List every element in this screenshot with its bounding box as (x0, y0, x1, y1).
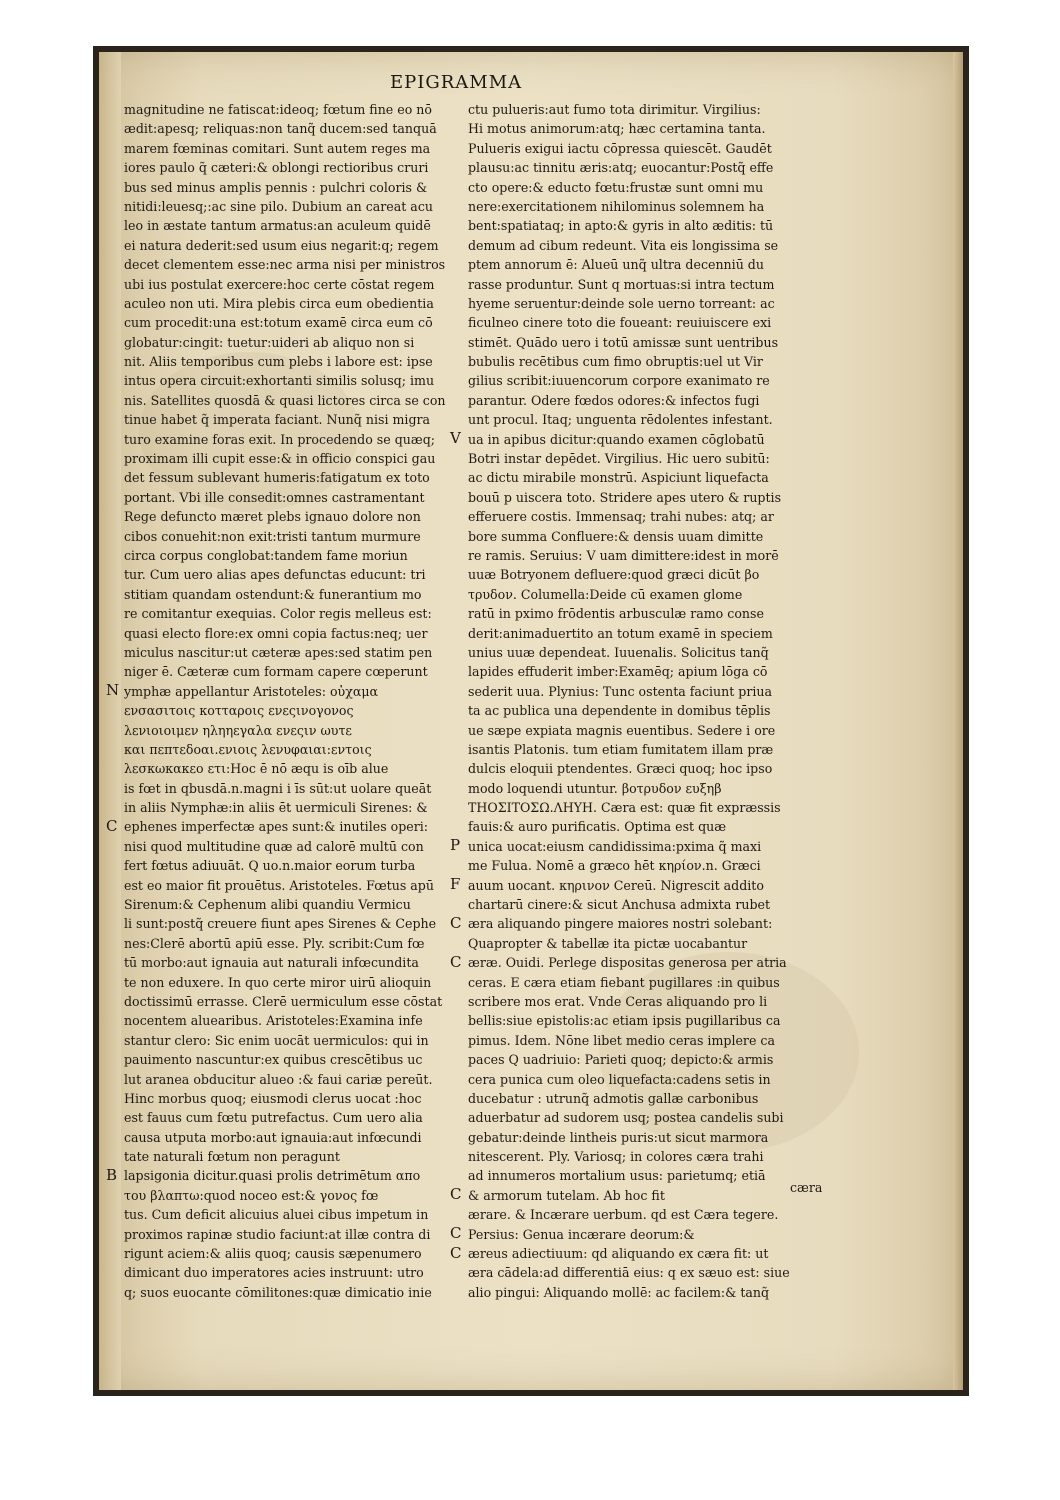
text-line: æra aliquando pingere maiores nostri solebant: (468, 916, 773, 932)
text-line: Hi motus animorum:atq; hæc certamina tanta. (468, 121, 766, 137)
margin-initial-letter: C (450, 1243, 462, 1262)
text-line: circa corpus conglobat:tandem fame moriun (124, 547, 408, 563)
text-line: tate naturali fœtum non peragunt (124, 1149, 340, 1165)
text-line: niger ē. Cæteræ cum formam capere cœperunt (124, 664, 428, 680)
text-line: nocentem aluearibus. Aristoteles:Examina infe (124, 1013, 423, 1029)
text-line: demum ad cibum redeunt. Vita eis longissima se (468, 237, 779, 253)
text-line: sederit uua. Plynius: Tunc ostenta faciunt priua (468, 683, 773, 699)
text-line: re comitantur exequias. Color regis melleus est: (124, 606, 432, 622)
text-line: bore summa Confluere:& densis uuam dimitte (468, 528, 764, 544)
text-line: ubi ius postulat exercere:hoc certe cōstat regem (124, 276, 435, 292)
text-line: aduerbatur ad sudorem usq; postea candelis subi (468, 1110, 784, 1126)
text-line: portant. Vbi ille consedit:omnes castramentant (124, 489, 425, 505)
text-line: cibos conuehit:non exit:tristi tantum murmure (124, 528, 421, 544)
text-line: dimicant duo imperatores acies instruunt: utro (124, 1265, 424, 1281)
text-line: bubulis recētibus cum fimo obruptis:uel ut Vir (468, 354, 763, 370)
text-line: ac dictu mirabile monstrū. Aspiciunt liquefacta (468, 470, 769, 486)
text-line: ua in apibus dicitur:quando examen cōglobatū (468, 431, 765, 447)
text-line: ad innumeros mortalium usus: parietumq; etiā (468, 1168, 766, 1184)
text-line: te non eduxere. In quo certe miror uirū alioquin (124, 974, 432, 990)
text-line: intus opera circuit:exhortanti similis solusq; imu (124, 373, 435, 389)
margin-initial-letter: C (450, 952, 462, 971)
text-line: ta ac publica una dependente in domibus tēplis (468, 703, 771, 719)
text-line: unius uuæ dependeat. Iuuenalis. Solicitus tanq̃ (468, 644, 769, 660)
text-line: re ramis. Seruius: V uam dimittere:idest in morē (468, 547, 779, 563)
text-line: ceras. E cæra etiam fiebant pugillares :in quibus (468, 974, 780, 990)
text-line: ue sæpe expiata magnis euentibus. Sedere i ore (468, 722, 776, 738)
text-line: me Fulua. Nomē a græco hēt κηρίον.n. Græci (468, 858, 761, 874)
margin-initial-letter: B (106, 1166, 118, 1184)
text-line: auum uocant. κηρινον Cereū. Nigrescit addito (468, 877, 764, 893)
text-line: causa utputa morbo:aut ignauia:aut infœcundi (124, 1129, 422, 1145)
left-text-column (124, 100, 454, 1302)
text-line: paces Q uadriuio: Parieti quoq; depicto:& armis (468, 1052, 774, 1068)
text-line: proximam illi cupit esse:& in officio conspici gau (124, 451, 436, 467)
text-line: æræ. Ouidi. Perlege dispositas generosa per atria (468, 955, 787, 971)
catchword: cæra (790, 1180, 823, 1195)
text-line: ærare. & Incærare uerbum. qd est Cæra tegere. (468, 1207, 779, 1223)
text-line: nit. Aliis temporibus cum plebs i labore est: ipse (124, 354, 433, 370)
text-line: decet clementem esse:nec arma nisi per ministros (124, 257, 446, 273)
text-line: miculus nascitur:ut cæteræ apes:sed statim pen (124, 644, 433, 660)
text-line: nisi quod multitudine quæ ad calorē multū con (124, 838, 424, 854)
text-line: gebatur:deinde lintheis puris:ut sicut marmora (468, 1129, 769, 1145)
text-line: fert fœtus adiuuāt. Q uo.n.maior eorum turba (124, 858, 416, 874)
margin-initial-letter: C (450, 1185, 462, 1204)
text-line: ducebatur : utrunq̃ admotis gallæ carbonibus (468, 1090, 759, 1106)
text-line: stimēt. Quādo uero i totū amissæ sunt uentribus (468, 334, 779, 350)
text-line: nis. Satellites quosdā & quasi lictores circa se con (124, 392, 446, 408)
text-line: quasi electo flore:ex omni copia factus:neq; uer (124, 625, 428, 641)
text-line: modo loquendi utuntur. βοτρυδον ευξηβ (468, 780, 722, 796)
text-line: gilius scribit:iuuencorum corpore exanimato re (468, 373, 770, 389)
text-line: æreus adiectiuum: qd aliquando ex cæra fit: ut (468, 1246, 769, 1262)
text-line: lapides effuderit imber:Examēq; apium lōga cō (468, 664, 768, 680)
text-line: in aliis Nymphæ:in aliis ēt uermiculi Sirenes: & (124, 800, 428, 816)
text-line: lapsigonia dicitur.quasi prolis detrimētum απο (124, 1168, 421, 1184)
text-line: magnitudine ne fatiscat:ideoq; fœtum fine eo nō (124, 102, 432, 117)
text-line: ædit:apesq; reliquas:non tanq̃ ducem:sed tanquā (124, 121, 437, 137)
text-line: ptem annorum ē: Alueū unq̃ ultra decenniū du (468, 257, 764, 273)
text-line: unt procul. Itaq; unguenta rēdolentes infestant. (468, 412, 773, 428)
text-line: efferuere costis. Immensaq; trahi nubes: atq; ar (468, 509, 774, 525)
text-line: rigunt aciem:& aliis quoq; causis sæpenumero (124, 1246, 422, 1262)
text-line: Pulueris exigui iactu cōpressa quiescēt. Gaudēt (468, 140, 772, 156)
text-line: q; suos euocante cōmilitones:quæ dimicatio inie (124, 1284, 432, 1300)
text-line: det fessum sublevant humeris:fatigatum ex toto (124, 470, 430, 486)
text-line: nes:Clerē abortū apiū esse. Ply. scribit:Cum fœ (124, 935, 425, 951)
text-line: parantur. Odere fœdos odores:& infectos fugi (468, 392, 760, 408)
text-line: isantis Platonis. tum etiam fumitatem illam præ (468, 741, 774, 757)
text-line: λεσκωκακεο ετι:Hoc ē nō æqu is oīb alue (124, 761, 389, 777)
text-line: stitiam quandam ostendunt:& funerantium mo (124, 586, 422, 602)
text-line: ficulneo cinere toto die foueant: reuiuiscere exi (468, 315, 772, 331)
text-line: Sirenum:& Cephenum alibi quandiu Vermicu (124, 897, 411, 913)
margin-initial-letter: N (106, 681, 120, 699)
text-line: ephenes imperfectæ apes sunt:& inutiles operi: (124, 819, 429, 835)
text-line: nere:exercitationem nihilominus solemnem ha (468, 198, 765, 214)
text-line: τρυδον. Columella:Deide cū examen glome (468, 586, 743, 602)
text-line: bellis:siue epistolis:ac etiam ipsis pugillaribus ca (468, 1013, 781, 1029)
text-line: bent:spatiataq; in apto:& gyris in alto æditis: tū (468, 218, 774, 234)
page-edge (953, 52, 963, 1390)
text-line: και πεπτεδοαι.ενιοις λενυφαιαι:εντοις (124, 741, 372, 757)
margin-initial-letter: C (450, 1224, 462, 1243)
text-line: του βλαπτω:quod noceo est:& γονος fœ (124, 1187, 379, 1203)
text-line: pimus. Idem. Nōne libet medio ceras implere ca (468, 1032, 775, 1048)
text-line: ei natura dederit:sed usum eius negarit:q; regem (124, 237, 439, 253)
text-line: is fœt in qbusdā.n.magni i īs sūt:ut uolare queāt (124, 780, 432, 796)
text-line: turo examine foras exit. In procedendo se quæq; (124, 431, 436, 447)
text-line: bouū p uiscera toto. Stridere apes utero & ruptis (468, 489, 782, 505)
text-line: λενιοιοιμεν ηληηεγαλα ενεςιν ωυτε (124, 722, 352, 738)
text-line: leo in æstate tantum armatus:an aculeum quidē (124, 218, 431, 234)
text-line: nitidi:leuesq;:ac sine pilo. Dubium an careat acu (124, 198, 433, 214)
margin-initial-letter: F (450, 875, 461, 893)
text-line: tinue habet q̃ imperata faciant. Nunq̃ nisi migra (124, 412, 431, 428)
text-line: æra cādela:ad differentiā eius: q ex sæuo est: siue (468, 1265, 790, 1281)
margin-initial-letter: P (450, 836, 461, 855)
text-line: proximos rapinæ studio faciunt:at illæ contra di (124, 1226, 431, 1242)
text-line: cera punica cum oleo liquefacta:cadens setis in (468, 1071, 771, 1087)
text-line: aculeo non uti. Mira plebis circa eum obedientia (124, 295, 434, 311)
text-line: Hinc morbus quoq; eiusmodi clerus uocat :hoc (124, 1090, 422, 1106)
text-line: cto opere:& educto fœtu:frustæ sunt omni mu (468, 179, 764, 195)
text-line: uuæ Botryonem defluere:quod græci dicūt βο (468, 567, 760, 583)
text-line: rasse produntur. Sunt q mortuas:si intra tectum (468, 276, 775, 292)
text-line: iores paulo q̃ cæteri:& oblongi rectioribus cruri (124, 160, 429, 176)
text-line: unica uocat:eiusm candidissima:pxima q̃ maxi (468, 838, 762, 854)
text-line: lut aranea obducitur alueo :& faui cariæ pereūt. (124, 1071, 433, 1087)
text-line: tū morbo:aut ignauia aut naturali infœcundita (124, 955, 419, 971)
text-line: ymphæ appellantur Aristoteles: οὐχαμα (124, 683, 379, 699)
text-line: Quapropter & tabellæ ita pictæ uocabantur (468, 935, 748, 951)
text-line: li sunt:postq̃ creuere fiunt apes Sirenes & Cephe (124, 916, 437, 932)
text-line: est eo maior fit prouētus. Aristoteles. Fœtus apū (124, 877, 434, 893)
text-line: chartarū cinere:& sicut Anchusa admixta rubet (468, 897, 771, 913)
text-line: bus sed minus amplis pennis : pulchri coloris & (124, 179, 428, 195)
text-line: plausu:ac tinnitu æris:atq; euocantur:Postq̃ effe (468, 160, 774, 176)
text-line: & armorum tutelam. Ab hoc fit (468, 1187, 665, 1203)
text-line: tur. Cum uero alias apes defunctas educunt: tri (124, 567, 426, 583)
text-line: marem fœminas comitari. Sunt autem reges ma (124, 140, 431, 156)
text-line: pauimento nascuntur:ex quibus crescētibus uc (124, 1052, 423, 1068)
text-line: cum procedit:una est:totum examē circa eum cō (124, 315, 433, 331)
text-line: tus. Cum deficit alicuius aluei cibus impetum in (124, 1207, 429, 1223)
text-line: dulcis eloquii ptendentes. Græci quoq; hoc ipso (468, 761, 773, 777)
text-line: globatur:cingit: tuetur:uideri ab aliquo non si (124, 334, 415, 350)
text-line: scribere mos erat. Vnde Ceras aliquando pro li (468, 993, 768, 1009)
text-line: Persius: Genua incærare deorum:& (468, 1226, 695, 1242)
margin-initial-letter: C (450, 913, 462, 932)
text-line: ενσασιτοις κοτταροις ενεςινογονος (124, 703, 354, 719)
running-title: EPIGRAMMA (390, 72, 523, 93)
text-line: ctu pulueris:aut fumo tota dirimitur. Virgilius: (468, 102, 761, 117)
text-line: doctissimū errasse. Clerē uermiculum esse cōstat (124, 993, 443, 1009)
text-line: ΤΗΟΣΙΤΟΣΩ.ΛΗΥΗ. Cæra est: quæ fit expræssis (468, 800, 781, 816)
margin-initial-letter: V (450, 428, 461, 447)
text-line: derit:animaduertito an totum examē in speciem (468, 625, 773, 641)
text-line: hyeme seruentur:deinde sole uerno torreant: ac (468, 295, 775, 311)
text-line: nitescerent. Ply. Variosq; in colores cæra trahi (468, 1149, 764, 1165)
margin-initial-letter: C (106, 816, 118, 835)
text-line: Botri instar depēdet. Virgilius. Hic uero subitū: (468, 451, 770, 467)
text-line: alio pingui: Aliquando mollē: ac facilem:& tanq̃ (468, 1284, 770, 1300)
text-line: est fauus cum fœtu putrefactus. Cum uero alia (124, 1110, 423, 1126)
text-line: stantur clero: Sic enim uocāt uermiculos: qui in (124, 1032, 429, 1048)
text-line: fauis:& auro purificatis. Optima est quæ (468, 819, 727, 835)
text-line: ratū in pximo frōdentis arbusculæ ramo conse (468, 606, 764, 622)
page-gutter-shadow (99, 52, 121, 1390)
text-line: Rege defuncto mæret plebs ignauo dolore non (124, 509, 421, 525)
right-text-column (468, 100, 823, 1302)
